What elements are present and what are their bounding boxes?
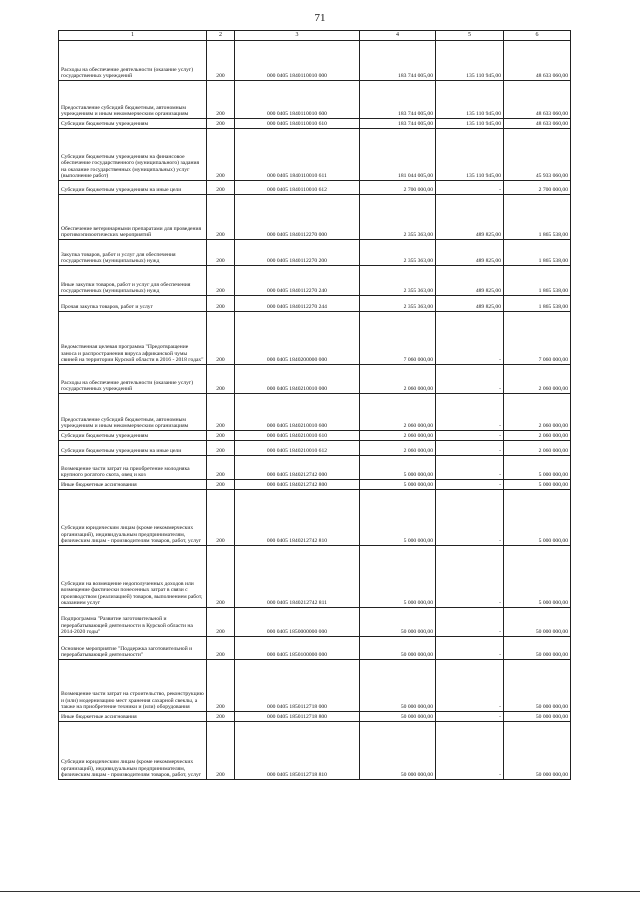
row-line-code-cell: 200 xyxy=(207,266,235,296)
row-remaining-cell: 5 000 000,00 xyxy=(504,456,571,480)
table-row xyxy=(59,608,571,637)
row-budget-code-cell: 000 0405 1850112718 000 xyxy=(235,660,360,712)
row-name-cell: Закупка товаров, работ и услуг для обеспечения государственных (муниципальных) нужд xyxy=(59,240,207,266)
table-row xyxy=(59,394,571,431)
row-name-cell: Иные бюджетные ассигнования xyxy=(59,480,207,490)
row-executed-cell: - xyxy=(436,394,504,431)
row-line-code-cell: 200 xyxy=(207,712,235,722)
row-approved-cell: 50 000 000,00 xyxy=(360,722,436,780)
row-name-cell: Предоставление субсидий бюджетным, автономным учреждениям и иным некоммерческим организациям xyxy=(59,81,207,119)
row-name-cell: Прочая закупка товаров, работ и услуг xyxy=(59,296,207,312)
column-header: 1 xyxy=(59,31,207,41)
row-executed-cell: - xyxy=(436,722,504,780)
table-row xyxy=(59,240,571,266)
row-approved-cell: 183 744 005,00 xyxy=(360,41,436,81)
row-remaining-cell: 1 865 538,00 xyxy=(504,296,571,312)
row-budget-code-cell: 000 0405 1840112270 200 xyxy=(235,240,360,266)
row-line-code-cell: 200 xyxy=(207,312,235,365)
row-line-code-cell: 200 xyxy=(207,722,235,780)
row-name-cell: Расходы на обеспечение деятельности (оказание услуг) государственных учреждений xyxy=(59,365,207,394)
table-header-row xyxy=(59,31,571,41)
row-budget-code-cell: 000 0405 1840210010 600 xyxy=(235,394,360,431)
row-executed-cell: - xyxy=(436,312,504,365)
table-row xyxy=(59,637,571,660)
row-executed-cell: - xyxy=(436,181,504,195)
row-remaining-cell: 50 000 000,00 xyxy=(504,637,571,660)
table-row xyxy=(59,266,571,296)
row-approved-cell: 5 000 000,00 xyxy=(360,480,436,490)
row-line-code-cell: 200 xyxy=(207,637,235,660)
page-number: 71 xyxy=(314,12,326,24)
row-line-code-cell: 200 xyxy=(207,119,235,129)
budget-table xyxy=(58,30,571,780)
column-header: 6 xyxy=(504,31,571,41)
row-line-code-cell: 200 xyxy=(207,546,235,608)
row-name-cell: Обеспечение ветеринарными препаратами для проведения противоэпизоотических мероприятий xyxy=(59,195,207,240)
row-remaining-cell: 2 060 000,00 xyxy=(504,441,571,456)
row-remaining-cell: 1 865 538,00 xyxy=(504,266,571,296)
row-approved-cell: 181 044 005,00 xyxy=(360,129,436,181)
row-remaining-cell: 48 633 060,00 xyxy=(504,119,571,129)
row-name-cell: Иные бюджетные ассигнования xyxy=(59,712,207,722)
row-executed-cell: 135 110 945,00 xyxy=(436,81,504,119)
row-executed-cell: - xyxy=(436,546,504,608)
row-line-code-cell: 200 xyxy=(207,240,235,266)
row-budget-code-cell: 000 0405 1850112718 800 xyxy=(235,712,360,722)
row-approved-cell: 183 744 005,00 xyxy=(360,81,436,119)
row-approved-cell: 50 000 000,00 xyxy=(360,637,436,660)
row-remaining-cell: 5 000 000,00 xyxy=(504,546,571,608)
row-name-cell: Расходы на обеспечение деятельности (оказание услуг) государственных учреждений xyxy=(59,41,207,81)
row-name-cell: Возмещение части затрат на строительство, реконструкцию и (или) модернизацию мест хранения сахарной свеклы, а также на приобретение техники и (или) оборудования xyxy=(59,660,207,712)
row-executed-cell: - xyxy=(436,712,504,722)
row-name-cell: Иные закупки товаров, работ и услуг для обеспечения государственных (муниципальных) нужд xyxy=(59,266,207,296)
row-remaining-cell: 50 000 000,00 xyxy=(504,712,571,722)
table-row xyxy=(59,296,571,312)
row-approved-cell: 5 000 000,00 xyxy=(360,456,436,480)
row-budget-code-cell: 000 0405 1840210010 612 xyxy=(235,441,360,456)
row-executed-cell: 489 825,00 xyxy=(436,296,504,312)
row-approved-cell: 2 355 363,00 xyxy=(360,266,436,296)
row-line-code-cell: 200 xyxy=(207,296,235,312)
row-budget-code-cell: 000 0405 1840110010 000 xyxy=(235,41,360,81)
row-line-code-cell: 200 xyxy=(207,431,235,441)
row-line-code-cell: 200 xyxy=(207,608,235,637)
row-name-cell: Субсидии бюджетным учреждениям на иные цели xyxy=(59,441,207,456)
column-header: 4 xyxy=(360,31,436,41)
row-name-cell: Субсидии бюджетным учреждениям на финансовое обеспечение государственного (муниципального) задания на оказание государственных (муниципальных) услуг (выполнение работ) xyxy=(59,129,207,181)
table-row xyxy=(59,480,571,490)
row-remaining-cell: 1 865 538,00 xyxy=(504,195,571,240)
table-row xyxy=(59,722,571,780)
row-approved-cell: 2 060 000,00 xyxy=(360,365,436,394)
row-executed-cell: 489 825,00 xyxy=(436,195,504,240)
row-approved-cell: 2 060 000,00 xyxy=(360,431,436,441)
row-budget-code-cell: 000 0405 1840110010 600 xyxy=(235,81,360,119)
row-approved-cell: 2 355 363,00 xyxy=(360,195,436,240)
row-line-code-cell: 200 xyxy=(207,394,235,431)
row-line-code-cell: 200 xyxy=(207,365,235,394)
row-line-code-cell: 200 xyxy=(207,181,235,195)
table-row xyxy=(59,181,571,195)
row-budget-code-cell: 000 0405 1840110010 611 xyxy=(235,129,360,181)
row-executed-cell: 135 110 945,00 xyxy=(436,41,504,81)
row-executed-cell: - xyxy=(436,480,504,490)
table-row xyxy=(59,712,571,722)
row-executed-cell: 135 110 945,00 xyxy=(436,129,504,181)
table-row xyxy=(59,365,571,394)
row-executed-cell: - xyxy=(436,660,504,712)
row-executed-cell: - xyxy=(436,365,504,394)
row-name-cell: Субсидии юридическим лицам (кроме некоммерческих организаций), индивидуальным предпринимателям, физическим лицам - производителям товаров, работ, услуг xyxy=(59,722,207,780)
column-header: 3 xyxy=(235,31,360,41)
table-row xyxy=(59,441,571,456)
table-row xyxy=(59,129,571,181)
row-approved-cell: 2 060 000,00 xyxy=(360,394,436,431)
row-executed-cell: - xyxy=(436,637,504,660)
row-budget-code-cell: 000 0405 1850000000 000 xyxy=(235,608,360,637)
row-name-cell: Подпрограмма "Развитие заготовительной и перерабатывающей деятельности в Курской области на 2014-2020 годы" xyxy=(59,608,207,637)
bottom-divider xyxy=(0,891,640,892)
table-row xyxy=(59,195,571,240)
row-budget-code-cell: 000 0405 1840110010 610 xyxy=(235,119,360,129)
row-executed-cell: 489 825,00 xyxy=(436,240,504,266)
row-approved-cell: 2 700 000,00 xyxy=(360,181,436,195)
row-line-code-cell: 200 xyxy=(207,480,235,490)
row-remaining-cell: 5 000 000,00 xyxy=(504,490,571,546)
row-line-code-cell: 200 xyxy=(207,441,235,456)
row-executed-cell: 489 825,00 xyxy=(436,266,504,296)
row-name-cell: Субсидии бюджетным учреждениям xyxy=(59,431,207,441)
table-row xyxy=(59,456,571,480)
row-name-cell: Субсидии на возмещение недополученных доходов или возмещение фактически понесенных затрат в связи с производством (реализацией) товаров, выполнением работ, оказанием услуг xyxy=(59,546,207,608)
row-line-code-cell: 200 xyxy=(207,195,235,240)
row-remaining-cell: 2 700 000,00 xyxy=(504,181,571,195)
row-line-code-cell: 200 xyxy=(207,41,235,81)
row-name-cell: Субсидии бюджетным учреждениям xyxy=(59,119,207,129)
row-budget-code-cell: 000 0405 1840212742 811 xyxy=(235,546,360,608)
row-approved-cell: 183 744 005,00 xyxy=(360,119,436,129)
row-remaining-cell: 2 060 000,00 xyxy=(504,431,571,441)
row-name-cell: Ведомственная целевая программа "Предотвращение заноса и распространения вируса африканской чумы свиней на территории Курской области в 2016 - 2018 годах" xyxy=(59,312,207,365)
row-budget-code-cell: 000 0405 1840112270 240 xyxy=(235,266,360,296)
row-line-code-cell: 200 xyxy=(207,490,235,546)
row-budget-code-cell: 000 0405 1850100000 000 xyxy=(235,637,360,660)
row-approved-cell: 2 060 000,00 xyxy=(360,441,436,456)
row-budget-code-cell: 000 0405 1840112270 244 xyxy=(235,296,360,312)
row-executed-cell: - xyxy=(436,490,504,546)
row-approved-cell: 50 000 000,00 xyxy=(360,608,436,637)
row-executed-cell: 135 110 945,00 xyxy=(436,119,504,129)
table-row xyxy=(59,431,571,441)
row-remaining-cell: 50 000 000,00 xyxy=(504,608,571,637)
row-budget-code-cell: 000 0405 1840212742 000 xyxy=(235,456,360,480)
table-body xyxy=(59,41,571,780)
row-executed-cell: - xyxy=(436,456,504,480)
row-budget-code-cell: 000 0405 1840210010 610 xyxy=(235,431,360,441)
row-budget-code-cell: 000 0405 1840110010 612 xyxy=(235,181,360,195)
row-line-code-cell: 200 xyxy=(207,456,235,480)
row-executed-cell: - xyxy=(436,431,504,441)
row-name-cell: Субсидии бюджетным учреждениям на иные цели xyxy=(59,181,207,195)
table-row xyxy=(59,546,571,608)
column-header: 2 xyxy=(207,31,235,41)
row-executed-cell: - xyxy=(436,441,504,456)
table-row xyxy=(59,660,571,712)
row-remaining-cell: 48 633 060,00 xyxy=(504,41,571,81)
row-budget-code-cell: 000 0405 1840200000 000 xyxy=(235,312,360,365)
row-line-code-cell: 200 xyxy=(207,81,235,119)
row-remaining-cell: 2 060 000,00 xyxy=(504,394,571,431)
table-row xyxy=(59,41,571,81)
row-executed-cell: - xyxy=(436,608,504,637)
row-budget-code-cell: 000 0405 1840212742 800 xyxy=(235,480,360,490)
row-line-code-cell: 200 xyxy=(207,660,235,712)
row-approved-cell: 50 000 000,00 xyxy=(360,660,436,712)
row-remaining-cell: 5 000 000,00 xyxy=(504,480,571,490)
row-approved-cell: 2 355 363,00 xyxy=(360,296,436,312)
table-row xyxy=(59,312,571,365)
row-budget-code-cell: 000 0405 1840210010 000 xyxy=(235,365,360,394)
row-remaining-cell: 1 865 538,00 xyxy=(504,240,571,266)
row-remaining-cell: 48 633 060,00 xyxy=(504,81,571,119)
row-budget-code-cell: 000 0405 1840112270 000 xyxy=(235,195,360,240)
row-approved-cell: 7 060 000,00 xyxy=(360,312,436,365)
row-approved-cell: 50 000 000,00 xyxy=(360,712,436,722)
row-budget-code-cell: 000 0405 1850112718 810 xyxy=(235,722,360,780)
table-row xyxy=(59,119,571,129)
row-remaining-cell: 7 060 000,00 xyxy=(504,312,571,365)
row-remaining-cell: 45 933 060,00 xyxy=(504,129,571,181)
row-remaining-cell: 50 000 000,00 xyxy=(504,722,571,780)
row-name-cell: Предоставление субсидий бюджетным, автономным учреждениям и иным некоммерческим организациям xyxy=(59,394,207,431)
row-name-cell: Основное мероприятие "Поддержка заготовительной и перерабатывающей деятельности" xyxy=(59,637,207,660)
row-budget-code-cell: 000 0405 1840212742 810 xyxy=(235,490,360,546)
row-remaining-cell: 50 000 000,00 xyxy=(504,660,571,712)
row-approved-cell: 5 000 000,00 xyxy=(360,490,436,546)
table-row xyxy=(59,490,571,546)
row-name-cell: Субсидии юридическим лицам (кроме некоммерческих организаций), индивидуальным предпринимателям, физическим лицам - производителям товаров, работ, услуг xyxy=(59,490,207,546)
row-approved-cell: 2 355 363,00 xyxy=(360,240,436,266)
row-remaining-cell: 2 060 000,00 xyxy=(504,365,571,394)
table-row xyxy=(59,81,571,119)
row-approved-cell: 5 000 000,00 xyxy=(360,546,436,608)
row-line-code-cell: 200 xyxy=(207,129,235,181)
row-name-cell: Возмещение части затрат на приобретение молодняка крупного рогатого скота, овец и коз xyxy=(59,456,207,480)
column-header: 5 xyxy=(436,31,504,41)
